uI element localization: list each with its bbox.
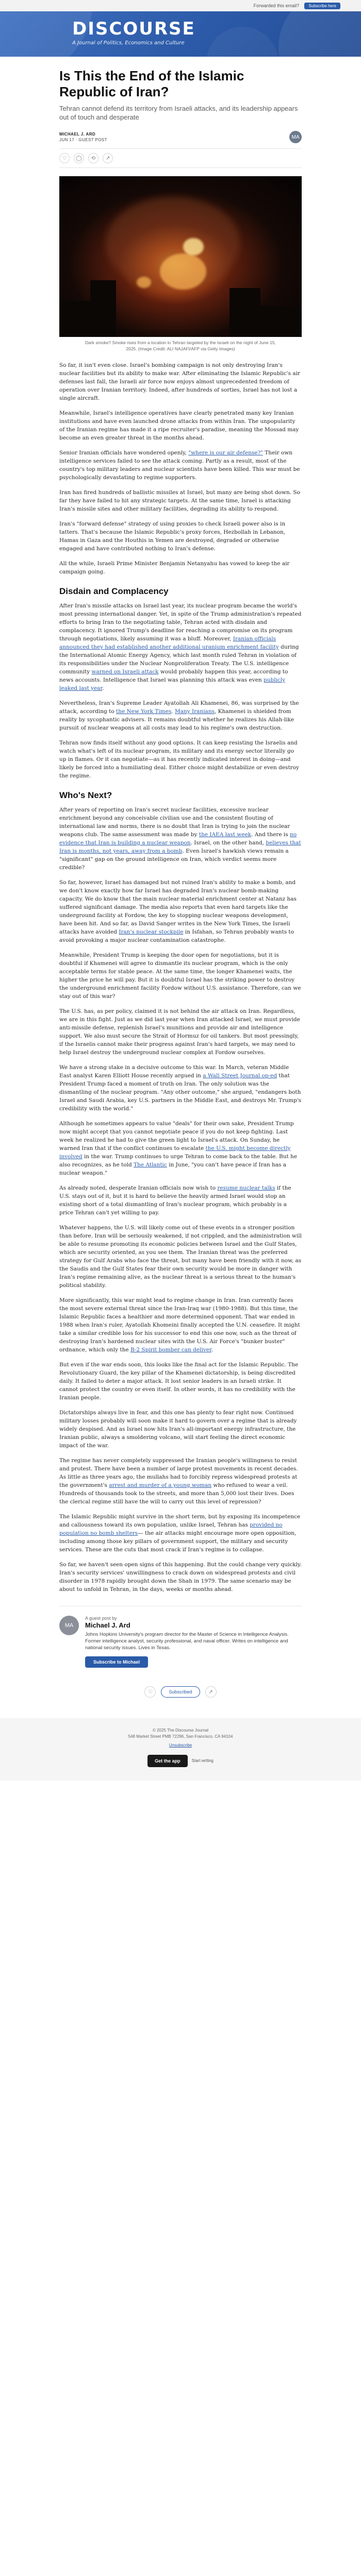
article-title[interactable]: Is This the End of the Islamic Republic of Iran? xyxy=(59,68,244,99)
inline-link[interactable]: the U.S. might become directly involved xyxy=(59,1145,291,1160)
inline-link[interactable]: a Wall Street Journal op-ed xyxy=(203,1073,277,1079)
inline-link[interactable]: the New York Times xyxy=(116,708,172,715)
inline-link[interactable]: Iranian officials announced they had established another additional uranium enrichment facility xyxy=(59,636,279,650)
inline-link[interactable]: Iran's nuclear stockpile xyxy=(119,929,184,935)
fire-shape xyxy=(137,277,151,288)
footer-copyright: © 2025 The Discourse Journal xyxy=(152,1728,209,1733)
comment-icon[interactable]: ◯ xyxy=(74,153,84,163)
like-icon[interactable]: ♡ xyxy=(144,1686,156,1698)
paragraph: So far, we haven't seen open signs of this happening. But the could change very quickly. Iran's security services' unwillingness to crack down on widespread protests and civil disorder in 1978 rapidly brought down the Shah in 1979. The same scenario may be about to unfold in Tehran, in the days, weeks or months ahead. xyxy=(59,1562,302,1592)
decorative-shape xyxy=(278,11,361,57)
paragraph: But even if the war ends soon, this looks like the final act for the Islamic Republic. The Revolutionary Guard, the key pillar of the Khamenei dictatorship, is being discredited daily. It failed to deter a major attack. It lost senior leaders in an Israeli strike. It cannot protect the country or even itself. In other words, it has no credibility with the Iranian people. xyxy=(59,1362,299,1401)
decorative-shape xyxy=(206,27,278,57)
inline-link[interactable]: no evidence that Iran is building a nuclear weapon xyxy=(59,832,297,846)
byline xyxy=(59,128,302,149)
image-caption: Dark smoke? Smoke rises from a location in Tehran targeted by the Israeli on the night of June 15, 2025. (Image Credit: ALI NAJAFI/AFP via Getty Images) xyxy=(85,340,276,351)
post-date: JUN 17 · GUEST POST xyxy=(59,138,107,142)
avatar[interactable]: MA xyxy=(289,131,302,143)
article-subtitle: Tehran cannot defend its territory from Israeli attacks, and its leadership appears out of touch and desperate xyxy=(59,105,298,121)
paragraph: Whatever happens, the U.S. will likely come out of these events in a stronger position than before. Iran will be seriously weakened, if not crippled, and the administration will be able to resume promoting its economic policies between Israel and the Gulf States, which are security oriented, as you see them. The Iranian threat was the preferred strategy for Gulf Arabs who face the threat, but many have been friendly with it now, as the Saudis and the Gulf States fear their own security would be more in danger with Iran's regime remaining alive, as the nuclear threat is a serious threat to the human's political stability. xyxy=(59,1225,302,1289)
inline-link[interactable]: provided no population no bomb shelters xyxy=(59,1522,283,1536)
unsubscribe-link[interactable]: Unsubscribe xyxy=(169,1743,192,1748)
bottom-actions xyxy=(59,1686,302,1698)
inline-link[interactable]: "where is our air defense?" xyxy=(188,450,263,456)
paragraph: Nevertheless, Iran's Supreme Leader Ayatollah Ali Khamenei, 86, was surprised by the attack, according to the New York Times. Many Iranians, Khamenei is shielded from reality by sycophantic advisers. It remains doubtful whether he realizes his Allah-like pursuit of nuclear weapons at all costs may lead to his regime's own destruction. xyxy=(59,700,299,731)
building-silhouette xyxy=(90,280,116,337)
footer-links xyxy=(0,1742,361,1749)
paragraph: After Iran's missile attacks on Israel last year, its nuclear program became the world's most pressing international danger. Yet, in spite of the Trump administration's repeated efforts to bring Iran to the negotiating table, Tehran acted with disdain and complacency. It ignored Trump's deadline for reaching a compromise on its program through negotiations, likely assuming it was a bluff. Moreover, Iranian officials announced they had established another additional uranium enrichment facility during the International Atomic Energy Agency, which last month ruled Tehran in violation of its responsibilities under the Nuclear Nonproliferation Treaty. The U.S. intelligence community warned on Israeli attack would probably happen this year, according to news accounts. Intelligence that Israel was planning this attack was even publicly leaked last year. xyxy=(59,603,302,691)
article-body xyxy=(59,361,302,1594)
share-icon[interactable]: ↗ xyxy=(103,153,113,163)
author-photo[interactable]: MA xyxy=(59,1616,79,1635)
byline-text xyxy=(59,131,107,143)
post-actions xyxy=(59,149,302,168)
paragraph: Iran has fired hundreds of ballistic missiles at Israel, but many are being shot down. So far they have failed to hit any strategic targets. At the same time, Israel is attacking Iran's missile sites and other military facilities, degrading its ability to respond. xyxy=(59,489,300,512)
paragraph: Although he sometimes appears to value "deals" for their own sake, President Trump now might accept that you cannot negotiate peace if you do not keep fighting. Last week he realized he had to give the green light to Israel's attack. On Sunday, he warned Iran that if the conflict continues to escalate the U.S. might become directly involved in the war. Trump continues to urge Tehran to come back to the table. But he also recognizes, as he told The Atlantic in June, "you can't have peace if Iran has a nuclear weapon." xyxy=(59,1121,298,1176)
paragraph: Meanwhile, Israel's intelligence operatives have clearly penetrated many key Iranian institutions and have even launched drone attacks from within Iran. The unpopularity of the Iranian regime has made it a ripe recruiter's paradise, meaning the Mossad may become an even greater threat in the months ahead. xyxy=(59,410,299,441)
footer xyxy=(0,1718,361,1781)
section-heading: Who's Next? xyxy=(59,790,112,800)
article xyxy=(59,57,302,1698)
author-name[interactable]: MICHAEL J. ARD xyxy=(59,132,96,137)
inline-link[interactable]: warned on Israeli attack xyxy=(91,669,159,675)
inline-link[interactable]: resume nuclear talks xyxy=(217,1185,275,1191)
masthead-banner xyxy=(0,11,361,57)
paragraph: Meanwhile, President Trump is keeping the door open for negotiations, but it is doubtful if Khamenei will agree to dismantle its nuclear program, which is the only acceptable terms for stable peace. At the same time, the longer Khamenei waits, the higher the price he will pay. But it is doubtful Israel has the striking power to destroy the underground enrichment facility Fordow without U.S. assistance. Therefore, can we stay out of this war? xyxy=(59,952,301,999)
subscribe-here-link[interactable]: Subscribe here xyxy=(304,3,340,9)
inline-link[interactable]: B-2 Spirit bomber can deliver xyxy=(130,1347,211,1353)
paragraph: Senior Iranian officials have wondered openly, "where is our air defense?" Their own intelligence services failed to see the attack coming. Partly as a result, most of the country's top military leaders and nuclear scientists have been killed. This war must be psychologically devastating to regime supporters. xyxy=(59,450,300,481)
author-bio: Johns Hopkins University's program director for the Master of Science in Intelligence Analysis. Former intelligence analyst, security professional, and naval officer. Writes on intelligence and national security issues. Lives in Texas. xyxy=(85,1632,289,1651)
author-box-name[interactable]: Michael J. Ard xyxy=(85,1621,130,1629)
share-icon[interactable]: ↗ xyxy=(205,1686,217,1698)
inline-link[interactable]: the IAEA last week xyxy=(199,832,252,838)
top-bar xyxy=(0,0,361,11)
footer-address: 548 Market Street PMB 72296, San Francisco, CA 94104 xyxy=(128,1734,233,1739)
subscribe-author-button[interactable]: Subscribe to Michael xyxy=(85,1656,148,1668)
restack-icon[interactable]: ⟲ xyxy=(88,153,99,163)
publication-logo[interactable] xyxy=(72,19,195,46)
like-icon[interactable]: ♡ xyxy=(59,153,70,163)
paragraph: Iran's "forward defense" strategy of using proxies to check Israeli power also is in tatters. That's because the Islamic Republic's proxy forces, Hezbollah in Lebanon, Hamas in Gaza and the Houthis in Yemen are destroyed, degraded or otherwise engaged and have contributed nothing to Iran's defense. xyxy=(59,521,286,552)
subscribed-button[interactable]: Subscribed xyxy=(161,1686,200,1698)
get-app-button[interactable]: Get the app xyxy=(147,1755,188,1767)
paragraph: So far, it isn't even close. Israel's bombing campaign is not only destroying Iran's nuclear facilities but its ability to make war. After eliminating the Islamic Republic's air defenses last fall, the Israeli air force now enjoys almost unprecedented freedom of operation over Iranian territory. Indeed, after hundreds of sorties, Israel has not lost a single aircraft. xyxy=(59,362,301,401)
paragraph: As already noted, desperate Iranian officials now wish to resume nuclear talks if the U.S. stays out of it, but it is hard to believe the heavily armed Israel would stop an existing short of a total dismantling of Iran's nuclear program, which probably is a price Tehran can't yet willing to pay. xyxy=(59,1185,291,1216)
paragraph: We have a strong stake in a decisive outcome to this war. In March, veteran Middle East analyst Karen Elliott House recently argued in a Wall Street Journal op-ed that President Trump faced a moment of truth on Iran. The only solution was the dismantling of the nuclear program. "Any other outcome," she argued, "endangers both Israel and Saudi Arabia, key U.S. partners in the Middle East, and destroys Mr. Trump's credibility with the world." xyxy=(59,1064,302,1112)
inline-link[interactable]: believes that Iran is months, not years, away from a bomb xyxy=(59,840,301,854)
inline-link[interactable]: Many Iranians xyxy=(174,708,215,715)
guest-post-label: A guest post by xyxy=(85,1616,117,1621)
building-silhouette xyxy=(258,306,302,337)
publication-tagline: A Journal of Politics, Economics and Culture xyxy=(72,40,185,46)
paragraph: The Islamic Republic might survive in the short term, but by exposing its incompetence and callousness toward its own population, unlike Israel, Tehran has provided no population no bomb shelters— the air attacks might encourage more open opposition, including among those key pillars of government support, the military and security services. These are the cuts that most crack if Iran's regime is to collapse. xyxy=(59,1514,301,1553)
paragraph: All the while, Israeli Prime Minister Benjamin Netanyahu has vowed to keep the air campaign going. xyxy=(59,561,290,575)
paragraph: The U.S. has, as per policy, claimed it is not behind the air attack on Iran. Regardless, we are in this fight. Just as we did last year when Iran attacked Israel, we must provide anti-missile defense, replenish Israel's munitions and provide air and intelligence support. We also must secure the Strait of Hormuz for oil tankers. But most pressingly, if the Israelis cannot make their progress against Iran's hard targets, we may need to help Israel destroy the underground nuclear complex at Fordow ourselves. xyxy=(59,1008,300,1056)
author-box xyxy=(59,1606,302,1668)
section-heading: Disdain and Complacency xyxy=(59,586,169,596)
fire-shape xyxy=(160,253,206,290)
publication-name: DISCOURSE xyxy=(72,19,195,39)
inline-link[interactable]: The Atlantic xyxy=(134,1162,167,1168)
inline-link[interactable]: arrest and murder of a young woman xyxy=(109,1482,212,1488)
building-silhouette xyxy=(229,288,260,337)
footer-app-row xyxy=(0,1755,361,1767)
author-box-text xyxy=(85,1616,302,1668)
paragraph: Dictatorships always live in fear, and this one has plenty to fear right now. Continued military losses probably will soon make it hard to govern over a regime that is already widely despised. And as Israel now hits Iran's all-important energy infrastructure, the Iranian public, always a smoldering volcano, will start feeling the direct economic impact of the war. xyxy=(59,1410,297,1449)
paragraph: Tehran now finds itself without any good options. It can keep resisting the Israelis and watch what's left of its nuclear program, its military and its energy sector literally go up in flames. Or it can negotiate—as it has recently indicated interest in doing—and likely be forced into a humiliating deal. Either choice might destabilize or even destroy the regime. xyxy=(59,740,299,779)
paragraph: The regime has never completely suppressed the Iranian people's willingness to resist and protest. There have been a number of large protest movements in recent decades. As little as three years ago, the mullahs had to forcibly repress widespread protests at the government's arrest and murder of a young woman who refused to wear a veil. Hundreds of thousands took to the streets, and more than 5,000 lost their lives. Does the clerical regime still have the will to carry out this level of repression? xyxy=(59,1458,298,1505)
paragraph: So far, however, Israel has damaged but not ruined Iran's ability to make a bomb, and we don't know exactly how far Israel has degraded Iran's nuclear bomb-making capacity. We do know that the main nuclear material enrichment center at Natanz has suffered significant damage. The media also reports that even hard targets like the underground facility at Fordow, the key to stopping nuclear weapons development, have been hit. And so far, as David Sanger writes in the New York Times, the Israeli attacks have avoided Iran's nuclear stockpile in Isfahan, so Tehran probably wants to avoid provoking a major nuclear contamination catastrophe. xyxy=(59,879,297,943)
paragraph: More significantly, this war might lead to regime change in Iran. Iran currently faces the most severe external threat since the Iran-Iraq war (1980-1988). But this time, the Islamic Republic faces a healthier and more determined opponent. That war ended in 1988 when Iran's ruler, Ayatollah Khomeini finally accepted the U.N. ceasefire. It might take a similar credible loss for his successor to end this one now, such as the threat of destroying Iran's hardened nuclear sites with the U.S. Air Force's "bunker buster" ordnance, which only the B-2 Spirit bomber can deliver. xyxy=(59,1297,300,1353)
article-image xyxy=(59,176,302,337)
start-writing-link[interactable]: Start writing xyxy=(191,1758,214,1763)
paragraph: After years of reporting on Iran's secret nuclear facilities, excessive nuclear enrichment beyond any conceivable civilian use and the consistent flouting of international law and norms, there is no doubt that Iran is trying to join the nuclear weapons club. The same assessment was made by the IAEA last week. And there is no evidence that Iran is building a nuclear weapon. Israel, on the other hand, believes that Iran is months, not years, away from a bomb. Even Israel's hawkish views remain a "significant" gap on the ground intelligence on Iran, which verdict seems more credible? xyxy=(59,807,301,871)
forwarded-text: Forwarded this email? xyxy=(253,3,300,8)
fire-shape xyxy=(183,238,204,256)
inline-link[interactable]: publicly leaked last year xyxy=(59,677,286,691)
